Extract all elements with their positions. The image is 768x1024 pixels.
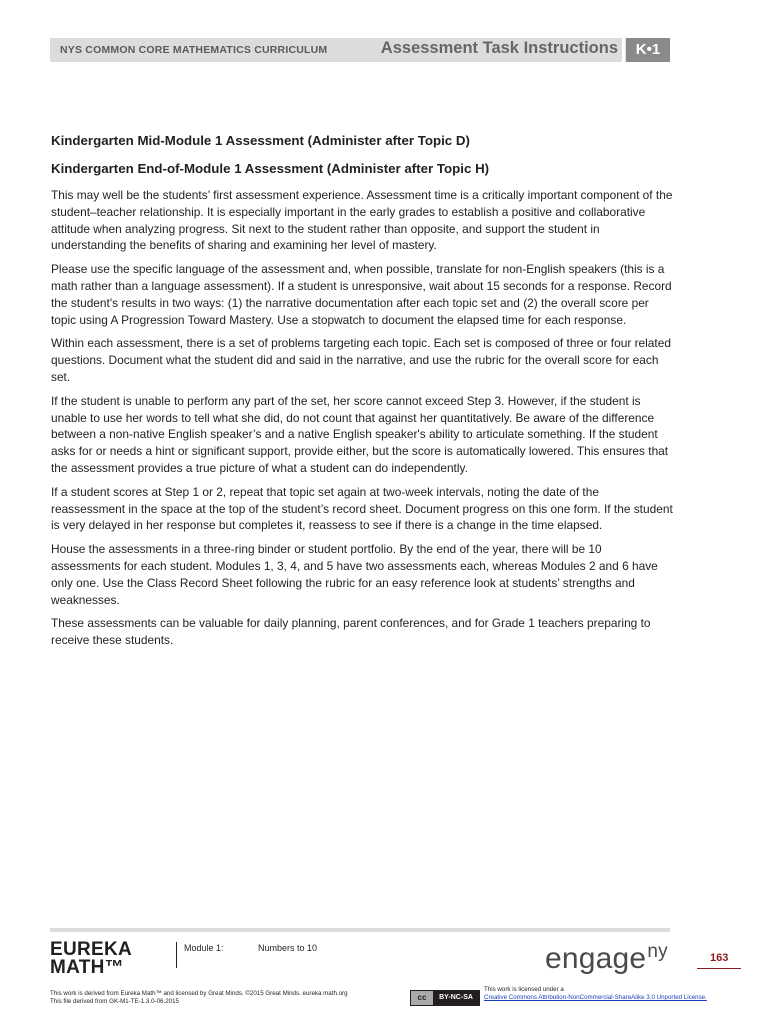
paragraph: If the student is unable to perform any part of the set, her score cannot exceed Step 3. However, if the student is unable to use her words to tell what she did, do not count that against her quantitatively. Be aware of the difference between a non-native English speaker’s and a native English speaker's ability to articulate something. If the student asks for or needs a hint or significant support, provide either, but the score is automatically lowered. This ensures that the assessment provides a true picture of what a student can do independently.	[51, 393, 669, 475]
end-module-heading: Kindergarten End-of-Module 1 Assessment (Administer after Topic H)	[51, 161, 490, 176]
paragraph: If a student scores at Step 1 or 2, repeat that topic set again at two-week intervals, noting the date of the reassessment in the space at the top of the student’s record sheet. Document progress on this one form. If the student is very delayed in her response but completes it, reassess to see if there is a change in the time elapsed.	[51, 484, 673, 533]
page-number-rule	[697, 968, 741, 969]
cc-license-badge	[410, 990, 480, 1006]
main-content	[51, 131, 673, 656]
license-link[interactable]: Creative Commons Attribution-NonCommercial-ShareAlike 3.0 Unported License.	[484, 994, 707, 1001]
paragraph: This may well be the students’ first assessment experience. Assessment time is a critically important component of the student–teacher relationship. It is especially important in the early grades to establish a positive and collaborative attitude when analyzing progress. Sit next to the student rather than opposite, and support the student in understanding the benefits of sharing and examining her level of mastery.	[51, 188, 673, 253]
paragraph: These assessments can be valuable for daily planning, parent conferences, and for Grade 1 teachers preparing to receive these students.	[51, 616, 651, 648]
eureka-math-logo	[50, 941, 132, 977]
paragraph: Please use the specific language of the assessment and, when possible, translate for non-English speakers (this is a math rather than a language assessment). If a student is unresponsive, wait about 15 seconds for a response. Record the student's results in two ways: (1) the narrative documentation after each topic set and (2) the overall score per topic using A Progression Toward Mastery. Use a stopwatch to document the elapsed time for each response.	[51, 262, 672, 327]
page-number: 163	[710, 952, 729, 964]
engageny-logo	[545, 941, 668, 976]
section-title: Assessment Task Instructions	[380, 39, 618, 57]
license-intro: This work is licensed under a	[484, 986, 564, 993]
footnote-line: This work is derived from Eureka Math™ and licensed by Great Minds. ©2015 Great Minds. eureka math.org	[50, 990, 348, 997]
module-title: Numbers to 10	[258, 943, 318, 953]
page-header	[50, 38, 670, 62]
engage-sup: ny	[647, 941, 668, 962]
paragraph: Within each assessment, there is a set of problems targeting each topic. Each set is composed of three or four related questions. Document what the student did and said in the narrative, and use the rubric for the overall score for each set.	[51, 336, 671, 384]
logo-line-2: MATH™	[50, 957, 124, 978]
mid-module-heading: Kindergarten Mid-Module 1 Assessment (Administer after Topic D)	[51, 133, 470, 148]
engage-text: engage	[545, 942, 647, 975]
footnote-line: This file derived from GK-M1-TE-1.3.0-06.2015	[50, 997, 179, 1005]
logo-line-1: EUREKA	[50, 939, 133, 960]
footer-rule	[50, 928, 670, 932]
cc-icon: cc	[411, 991, 433, 1005]
curriculum-title: NYS COMMON CORE MATHEMATICS CURRICULUM	[60, 44, 328, 56]
paragraph: House the assessments in a three-ring binder or student portfolio. By the end of the year, there will be 10 assessments for each student. Modules 1, 3, 4, and 5 have two assessments each, whereas Modules 2 and 6 have only one. Use the Class Record Sheet following the rubric for an easy reference look at students’ strengths and weaknesses.	[51, 542, 658, 607]
module-tag: K•1	[626, 38, 670, 62]
footer-divider	[176, 942, 177, 968]
license-notice	[484, 986, 707, 1002]
copyright-footnote	[50, 990, 348, 1005]
cc-license-type: BY-NC-SA	[433, 991, 479, 1005]
module-label: Module 1:	[184, 943, 224, 953]
